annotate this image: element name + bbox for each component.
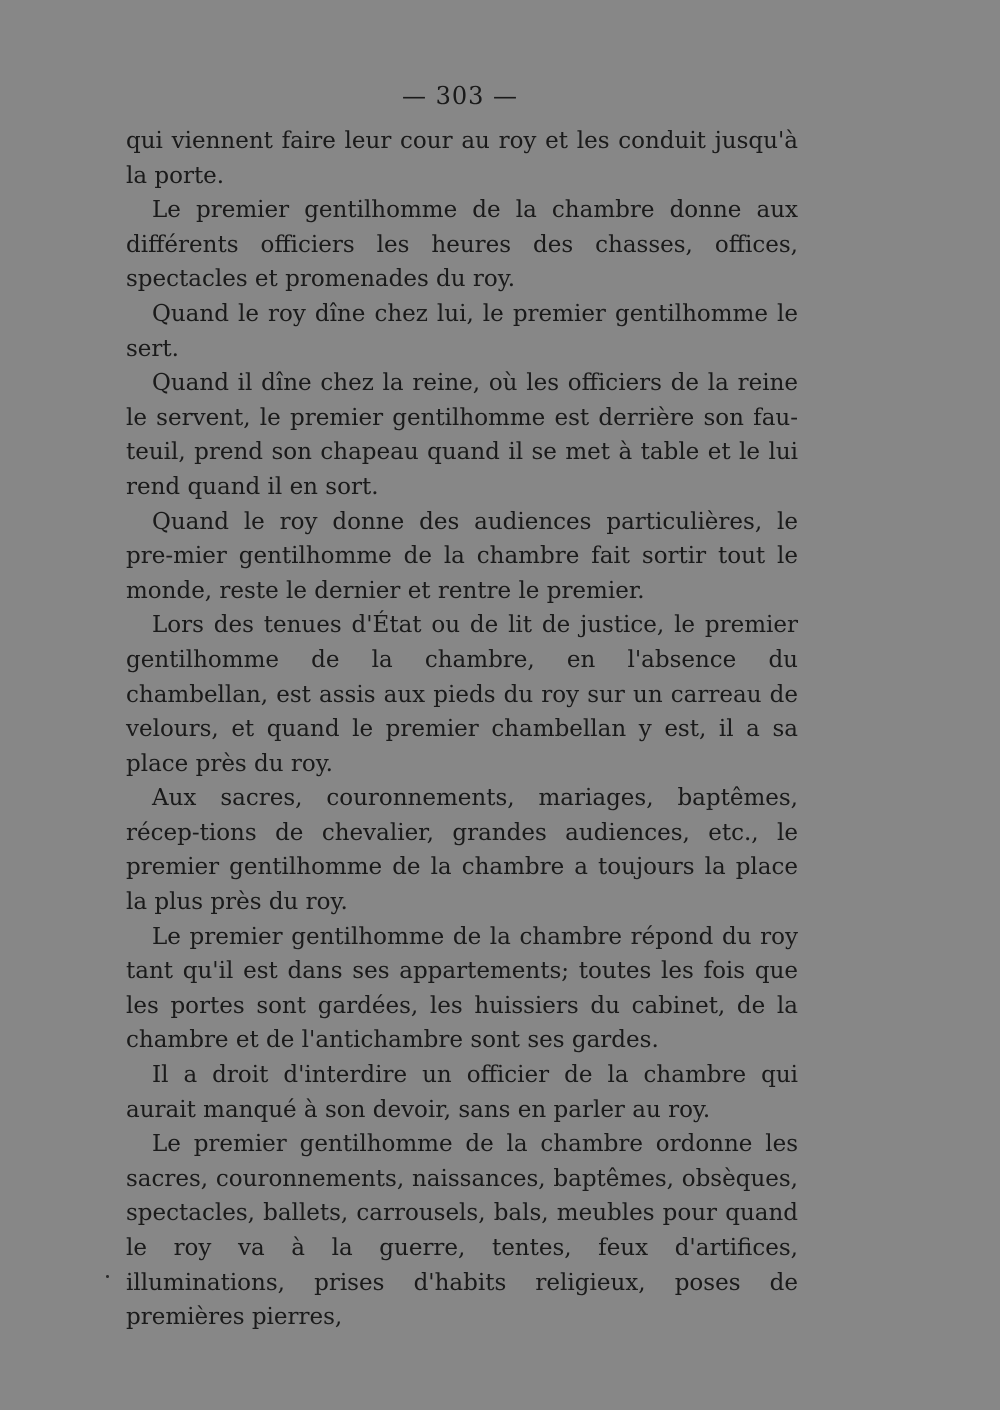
- paragraph-2: Le premier gentilhomme de la chambre donne aux différents officiers les heures des chasses, offices, spectacles et promenades du roy.: [126, 197, 798, 293]
- paragraph-5: Quand le roy donne des audiences particulières, le pre-mier gentilhomme de la chambre fait sortir tout le monde, reste le dernier et rentre le premier.: [126, 508, 798, 604]
- paragraph-10: Le premier gentilhomme de la chambre ordonne les sacres, couronnements, naissances, baptêmes, obsèques, spectacles, ballets, carrousels, bals, meubles pour quand le roy va à la guerre, tentes, feux d'artifices, illuminations, prises d'habits religieux, poses de premières pierres,: [126, 1131, 798, 1331]
- paragraph-1: qui viennent faire leur cour au roy et les conduit jusqu'à la porte.: [126, 128, 798, 189]
- page-number: — 303 —: [401, 82, 519, 110]
- body-text: [126, 124, 798, 1335]
- paragraph-3: Quand le roy dîne chez lui, le premier gentilhomme le sert.: [126, 300, 798, 362]
- paragraph-6: Lors des tenues d'État ou de lit de justice, le premier gentilhomme de la chambre, en l'absence du chambellan, est assis aux pieds du roy sur un carreau de velours, et quand le premier chambellan y est, il a sa place près du roy.: [126, 612, 798, 777]
- paragraph-4: Quand il dîne chez la reine, où les officiers de la reine le servent, le premier gentilhomme est derrière son fau-teuil, prend son chapeau quand il se met à table et le lui rend quand il en sort.: [126, 370, 798, 500]
- print-speck: [106, 1275, 109, 1278]
- paragraph-9: Il a droit d'interdire un officier de la chambre qui aurait manqué à son devoir, sans en parler au roy.: [126, 1062, 798, 1123]
- paragraph-7: Aux sacres, couronnements, mariages, baptêmes, récep-tions de chevalier, grandes audiences, etc., le premier gentilhomme de la chambre a toujours la place la plus près du roy.: [126, 785, 798, 916]
- paragraph-8: Le premier gentilhomme de la chambre répond du roy tant qu'il est dans ses appartements; toutes les fois que les portes sont gardées, les huissiers du cabinet, de la chambre et de l'antichambre sont ses gardes.: [126, 923, 798, 1054]
